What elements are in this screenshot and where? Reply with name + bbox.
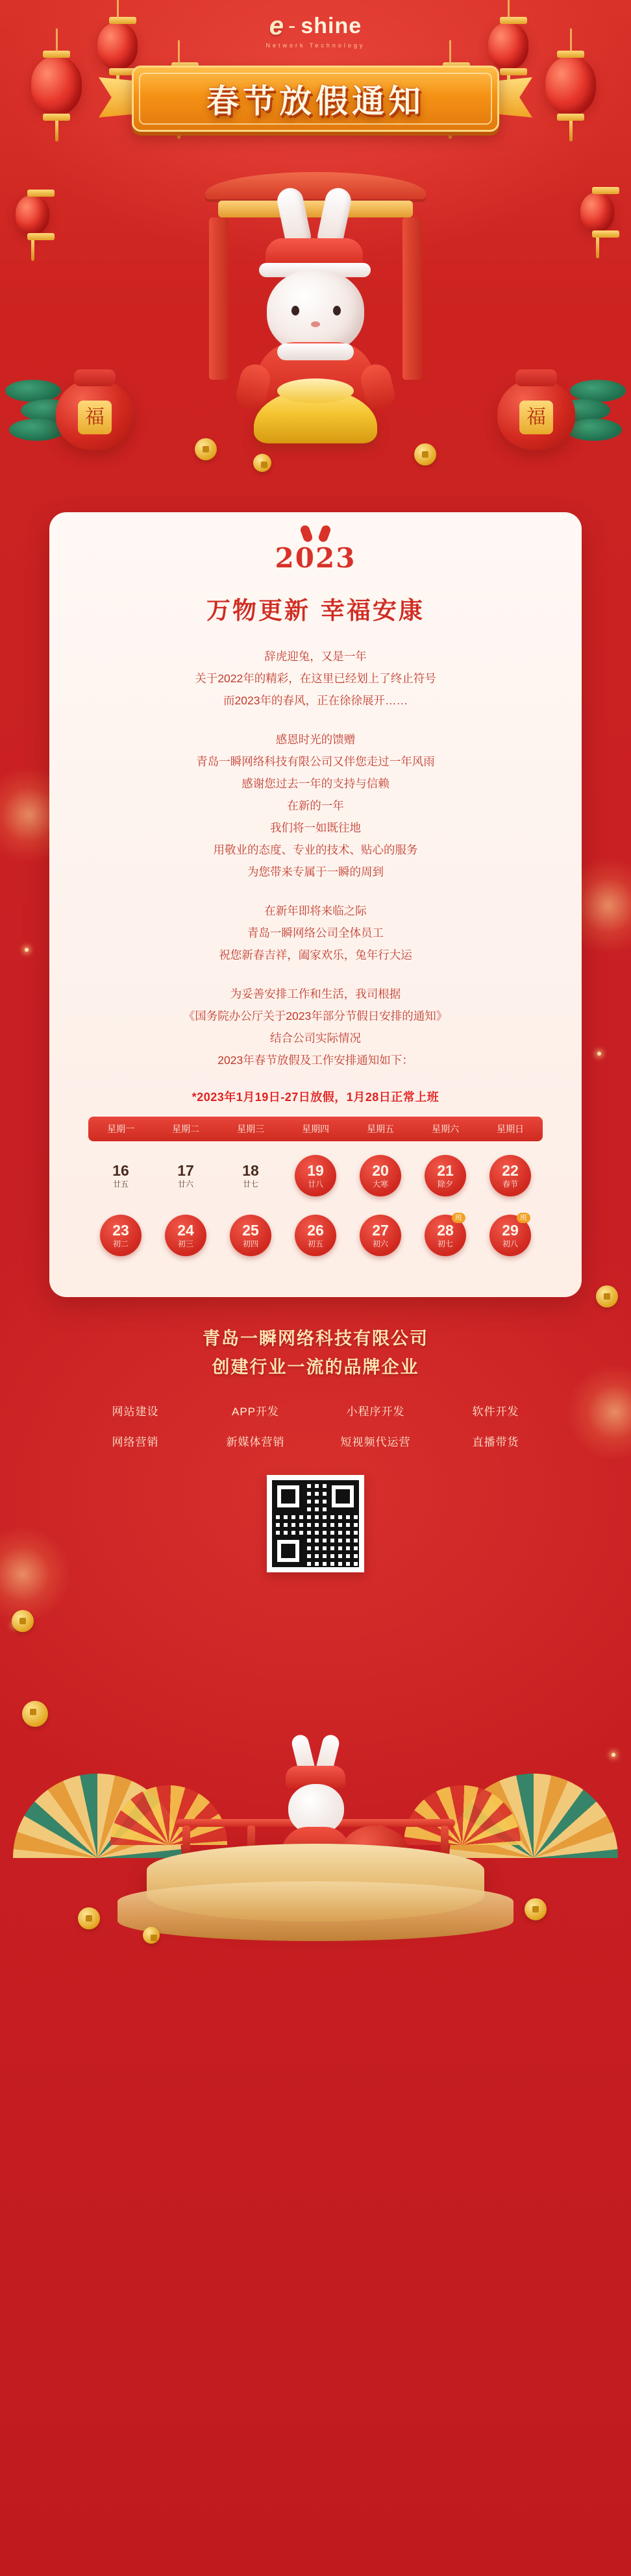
- calendar-day-number: 16: [112, 1162, 129, 1179]
- title-plaque: [132, 66, 499, 132]
- calendar-day-lunar: 初三: [177, 1239, 193, 1248]
- money-bag-icon: 福: [56, 378, 134, 450]
- lantern-icon: [31, 56, 82, 116]
- year-text: 2023: [275, 542, 356, 574]
- logo-letter-e: e: [269, 12, 284, 40]
- bottom-illustration: [0, 1592, 631, 1955]
- holiday-notice: *2023年1月19日-27日放假，1月28日正常上班: [192, 1091, 439, 1104]
- calendar-day: [348, 1208, 413, 1263]
- sparkle-icon: [25, 948, 29, 952]
- work-day-badge: 班: [452, 1213, 465, 1223]
- calendar-day-lunar: 初四: [242, 1239, 258, 1248]
- weekday-label: 星期四: [302, 1124, 329, 1134]
- card-headline: 万物更新 幸福安康: [206, 597, 425, 625]
- holiday-calendar: [88, 1117, 543, 1263]
- calendar-day-lunar: 廿五: [112, 1180, 129, 1189]
- calendar-day: [413, 1208, 478, 1263]
- qr-finder-icon: [328, 1481, 358, 1511]
- weekday-label: 星期一: [107, 1124, 134, 1134]
- qr-finder-icon: [273, 1536, 303, 1566]
- calendar-day-number: 28: [437, 1222, 454, 1239]
- calendar-day: [478, 1148, 543, 1204]
- coin-icon: [525, 1898, 547, 1920]
- calendar-day: [218, 1148, 283, 1204]
- rabbit-ears-icon: [298, 525, 333, 542]
- qr-finder-icon: [273, 1481, 303, 1511]
- money-bag-icon: 福: [497, 378, 575, 450]
- coin-icon: [414, 443, 436, 465]
- weekday-label: 星期五: [367, 1124, 394, 1134]
- page-title: 春节放假通知: [206, 82, 425, 120]
- service-item: 网站建设: [112, 1406, 159, 1418]
- logo-dash: -: [288, 14, 296, 38]
- calendar-day: [348, 1148, 413, 1204]
- coin-icon: [253, 454, 271, 472]
- calendar-header-row: [88, 1117, 543, 1141]
- calendar-day-lunar: 大寒: [372, 1180, 388, 1189]
- service-item: 网络营销: [112, 1436, 159, 1448]
- calendar-day-lunar: 除夕: [437, 1180, 453, 1189]
- weekday-label: 星期日: [497, 1124, 524, 1134]
- calendar-day-lunar: 初六: [372, 1239, 388, 1248]
- weekday-label: 星期六: [432, 1124, 459, 1134]
- service-item: 软件开发: [472, 1406, 519, 1418]
- year-mark: [86, 542, 545, 574]
- company-name: 青岛一瞬网络科技有限公司: [203, 1329, 428, 1348]
- calendar-day-number: 17: [177, 1162, 194, 1179]
- service-item: 小程序开发: [346, 1406, 405, 1418]
- calendar-day-lunar: 春节: [502, 1180, 518, 1189]
- calendar-day-number: 26: [307, 1222, 324, 1239]
- calendar-day: [88, 1208, 153, 1263]
- logo-wordmark: shine: [301, 14, 362, 38]
- calendar-day-lunar: 初八: [502, 1239, 518, 1248]
- calendar-day-number: 19: [307, 1162, 324, 1179]
- paragraph-3: 在新年即将来临之际 青岛一瞬网络公司全体员工 祝您新春吉祥，阖家欢乐，兔年行大运: [219, 904, 412, 961]
- weekday-label: 星期二: [172, 1124, 199, 1134]
- coin-icon: [143, 1927, 160, 1944]
- service-item: 直播带货: [472, 1436, 519, 1448]
- service-item: 短视频代运营: [340, 1436, 411, 1448]
- calendar-day-number: 27: [372, 1222, 389, 1239]
- calendar-day: [413, 1148, 478, 1204]
- calendar-day-lunar: 廿八: [307, 1180, 323, 1189]
- coin-icon: [195, 438, 217, 460]
- coin-icon: [78, 1907, 100, 1929]
- paragraph-1: 辞虎迎兔，又是一年 关于2022年的精彩，在这里已经划上了终止符号 而2023年的春风，正在徐徐展开……: [195, 650, 436, 707]
- calendar-day-lunar: 初七: [437, 1239, 453, 1248]
- lantern-icon: [545, 56, 596, 116]
- calendar-day-lunar: 廿七: [242, 1180, 258, 1189]
- calendar-day: [478, 1208, 543, 1263]
- calendar-day-number: 18: [242, 1162, 259, 1179]
- calendar-day: [153, 1208, 218, 1263]
- calendar-day: [88, 1148, 153, 1204]
- calendar-day-lunar: 初二: [112, 1239, 129, 1248]
- platform-base-icon: [118, 1881, 513, 1941]
- calendar-day-number: 29: [502, 1222, 519, 1239]
- paragraph-2: 感恩时光的馈赠 青岛一瞬网络科技有限公司又伴您走过一年风雨 感谢您过去一年的支持与信赖 在新的一年 我们将一如既往地 用敬业的态度、专业的技术、贴心的服务 为您带来专属于一瞬的周到: [196, 733, 435, 878]
- calendar-day-number: 21: [437, 1162, 454, 1179]
- brand-logo: [0, 0, 631, 49]
- service-item: 新媒体营销: [226, 1436, 285, 1448]
- calendar-day-number: 24: [177, 1222, 194, 1239]
- notice-card: [49, 512, 582, 1297]
- hero-illustration: [0, 142, 631, 506]
- calendar-day-number: 20: [372, 1162, 389, 1179]
- work-day-badge: 班: [517, 1213, 530, 1223]
- banner: [101, 60, 530, 138]
- calendar-day-lunar: 廿六: [177, 1180, 193, 1189]
- logo-subtitle: Network Technology: [266, 42, 365, 49]
- calendar-day: [218, 1208, 283, 1263]
- calendar-day-number: 23: [112, 1222, 129, 1239]
- weekday-label: 星期三: [237, 1124, 264, 1134]
- paragraph-4: 为妥善安排工作和生活，我司根据 《国务院办公厅关于2023年部分节假日安排的通知》 结合公司实际情况 2023年春节放假及工作安排通知如下：: [183, 987, 448, 1067]
- calendar-grid: [88, 1148, 543, 1263]
- calendar-day: [153, 1148, 218, 1204]
- sparkle-icon: [597, 1052, 601, 1056]
- coin-icon: [596, 1285, 618, 1307]
- company-slogan: 创建行业一流的品牌企业: [212, 1357, 419, 1377]
- service-list: [75, 1402, 556, 1449]
- footer: [0, 1324, 631, 1572]
- calendar-day: [283, 1148, 348, 1204]
- qr-code[interactable]: [267, 1475, 364, 1572]
- calendar-day-lunar: 初五: [307, 1239, 323, 1248]
- calendar-day-number: 22: [502, 1162, 519, 1179]
- service-item: APP开发: [231, 1406, 280, 1418]
- calendar-day: [283, 1208, 348, 1263]
- calendar-day-number: 25: [242, 1222, 259, 1239]
